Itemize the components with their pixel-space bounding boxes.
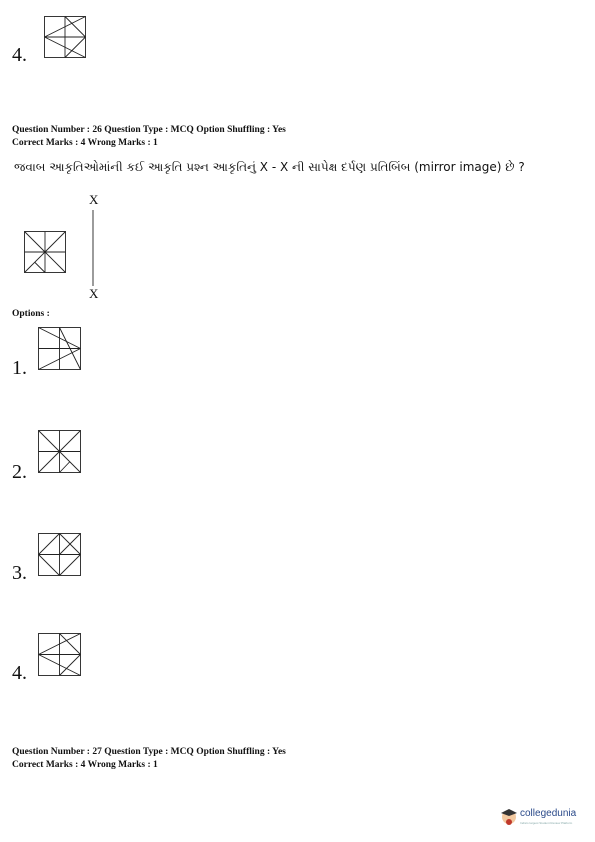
q27-header bbox=[12, 746, 286, 772]
option-3-figure[interactable] bbox=[38, 533, 81, 576]
prev-option-figure bbox=[44, 16, 86, 58]
q26-header bbox=[12, 124, 286, 150]
option-2-figure[interactable] bbox=[38, 430, 81, 473]
q26-question-figure bbox=[24, 231, 66, 273]
q27-header-line1: Question Number : 27 Question Type : MCQ Option Shuffling : Yes bbox=[12, 747, 286, 757]
q27-header-line2: Correct Marks : 4 Wrong Marks : 1 bbox=[12, 760, 158, 770]
options-label: Options : bbox=[12, 309, 50, 319]
option-4-figure[interactable] bbox=[38, 633, 81, 676]
prev-option-number: 4. bbox=[12, 44, 27, 66]
axis-label-bottom: X bbox=[89, 286, 99, 301]
q26-question-text: જવાબ આકૃતિઓમાંની કઈ આકૃતિ પ્રશ્ન આકૃતિનું X - X ની સાપેક્ષ દર્પણ પ્રતિબિંબ (mirror image) છે ? bbox=[14, 160, 525, 174]
q26-header-line1: Question Number : 26 Question Type : MCQ Option Shuffling : Yes bbox=[12, 125, 286, 135]
watermark-brand: collegedunia bbox=[520, 808, 577, 819]
option-2-number[interactable]: 2. bbox=[12, 461, 27, 483]
q26-header-line2: Correct Marks : 4 Wrong Marks : 1 bbox=[12, 138, 158, 148]
option-1-number[interactable]: 1. bbox=[12, 357, 27, 379]
graduate-avatar-icon bbox=[500, 807, 518, 825]
watermark-tagline: India's largest Student Review Platform bbox=[520, 821, 573, 825]
collegedunia-watermark bbox=[500, 806, 582, 828]
axis-label-top: X bbox=[89, 192, 99, 207]
option-1-figure[interactable] bbox=[38, 327, 81, 370]
option-3-number[interactable]: 3. bbox=[12, 562, 27, 584]
option-4-number[interactable]: 4. bbox=[12, 662, 27, 684]
mirror-axis-line bbox=[92, 210, 94, 286]
